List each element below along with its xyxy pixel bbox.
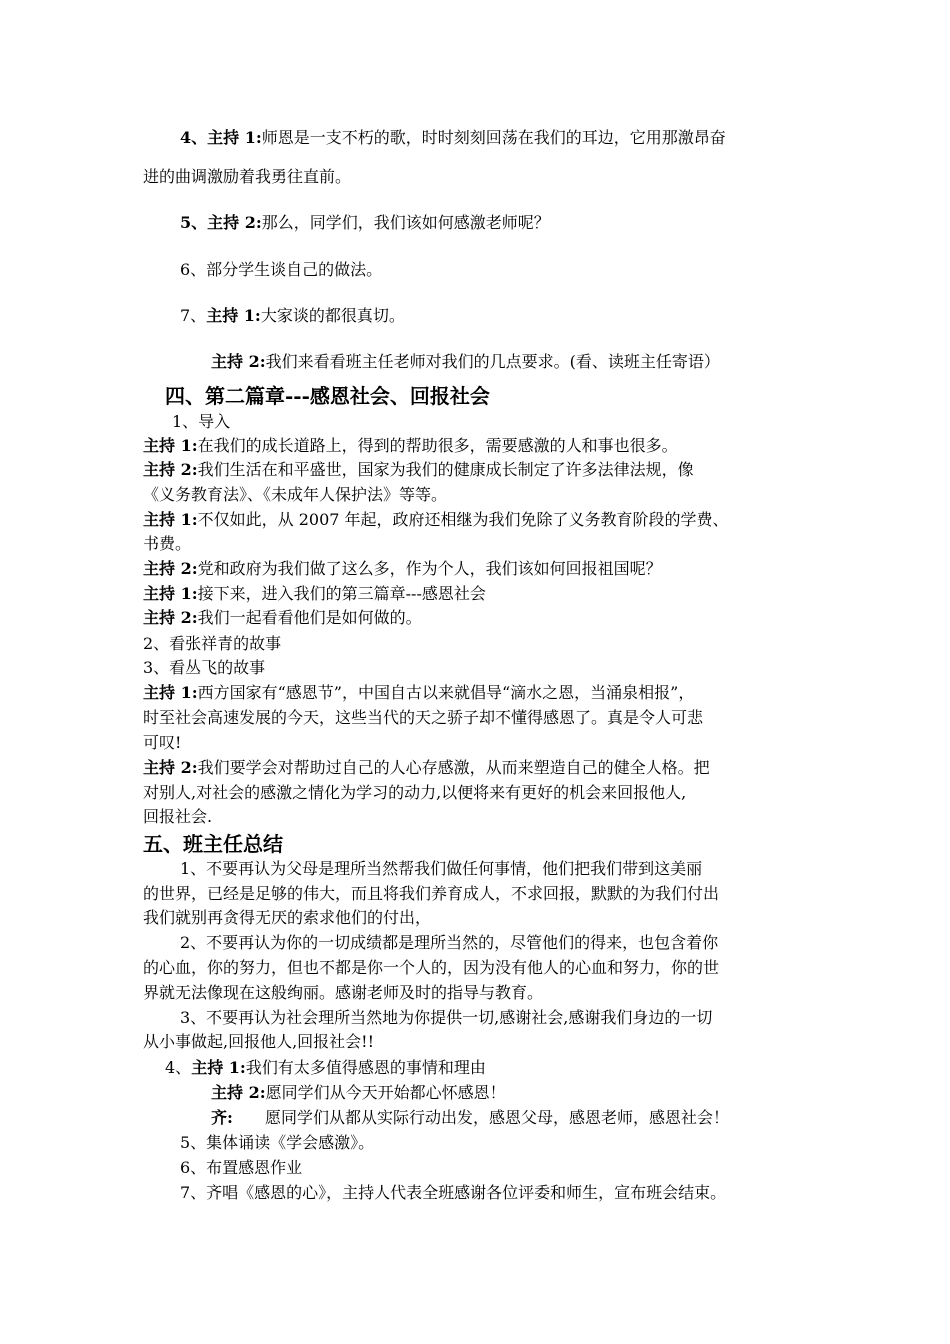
host-label: 主持 2:: [211, 352, 266, 371]
host-label: 主持 2:: [207, 213, 262, 232]
host-label: 主持 2:: [143, 608, 198, 627]
text-line: 3、不要再认为社会理所当然地为你提供一切,感谢社会,感谢我们身边的一切: [180, 1008, 713, 1027]
text-line: 界就无法像现在这般绚丽。感谢老师及时的指导与教育。: [143, 983, 544, 1002]
section-4-intro: 1、导入: [172, 412, 231, 431]
text-line: [143, 508, 729, 532]
text-line: [143, 606, 422, 630]
summary-item-4-together: [211, 1106, 729, 1130]
text-line: 的世界，已经是足够的伟大，而且将我们养育成人，不求回报，默默的为我们付出: [143, 884, 720, 903]
text-line: [143, 781, 686, 805]
line-text: 可叹!: [143, 733, 182, 752]
paragraph-text: 师恩是一支不朽的歌，时时刻刻回荡在我们的耳边，它用那激昂奋: [261, 128, 726, 147]
host-label: 主持 1:: [143, 683, 198, 702]
text-line: [143, 582, 486, 606]
paragraph-7: [180, 304, 405, 328]
text-line: 2、不要再认为你的一切成绩都是理所当然的，尽管他们的得来，也包含着你: [180, 933, 719, 952]
line-text: 3、看丛飞的故事: [143, 658, 266, 677]
text-line: [143, 681, 694, 705]
host-label: 主持 1:: [206, 306, 261, 325]
text-line: [143, 532, 191, 556]
paragraph-text: 我们有太多值得感恩的事情和理由: [245, 1058, 486, 1077]
host-label: 主持 1:: [143, 510, 198, 529]
item-number: 4、: [180, 128, 208, 147]
item-number: 7、: [180, 306, 207, 325]
item-number: 4、: [165, 1058, 192, 1077]
host-label: 主持 2:: [211, 1083, 266, 1102]
paragraph-7-host2: [211, 350, 720, 374]
paragraph-5: [180, 211, 550, 235]
line-text: 《义务教育法》、《未成年人保护法》等等。: [143, 485, 448, 504]
text-line: [143, 557, 662, 581]
host-label: 主持 1:: [143, 584, 198, 603]
host-label: 主持 2:: [143, 758, 198, 777]
line-text: 我们一起看看他们是如何做的。: [197, 608, 422, 627]
summary-item-4-host2: [211, 1081, 506, 1105]
text-line: [143, 458, 694, 482]
paragraph-6: 6、部分学生谈自己的做法。: [180, 260, 383, 279]
paragraph-text: 那么，同学们，我们该如何感激老师呢？: [261, 213, 550, 232]
summary-item-6: 6、布置感恩作业: [180, 1158, 303, 1177]
text-line: [143, 805, 212, 829]
item-number: 5、: [180, 213, 208, 232]
line-text: 党和政府为我们做了这么多，作为个人，我们该如何回报祖国呢？: [197, 559, 662, 578]
host-label: 主持 1:: [191, 1058, 246, 1077]
paragraph-text: 我们来看看班主任老师对我们的几点要求。(看、读班主任寄语）: [265, 352, 720, 371]
line-text: 西方国家有“感恩节”，中国自古以来就倡导“滴水之恩，当涌泉相报”，: [197, 683, 695, 702]
host-label: 主持 1:: [143, 436, 198, 455]
line-text: 时至社会高速发展的今天，这些当代的天之骄子却不懂得感恩了。真是令人可悲: [143, 708, 704, 727]
section-5-heading: 五、班主任总结: [143, 832, 283, 856]
text-line: [143, 656, 265, 680]
line-text: 书费。: [143, 534, 192, 553]
text-line: 1、不要再认为父母是理所当然帮我们做任何事情，他们把我们带到这美丽: [180, 859, 703, 878]
text-line: [143, 756, 710, 780]
host-label: 主持 2:: [143, 460, 198, 479]
summary-item-7: 7、齐唱《感恩的心》，主持人代表全班感谢各位评委和师生，宣布班会结束。: [180, 1183, 727, 1202]
line-text: 回报社会.: [143, 807, 213, 826]
summary-item-5: 5、集体诵读《学会感激》。: [180, 1133, 375, 1152]
line-text: 对别人,对社会的感激之情化为学习的动力,以便将来有更好的机会来回报他人,: [143, 783, 687, 802]
line-text: 在我们的成长道路上，得到的帮助很多，需要感激的人和事也很多。: [197, 436, 678, 455]
host-label: 主持 2:: [143, 559, 198, 578]
paragraph-text: 大家谈的都很真切。: [260, 306, 405, 325]
text-line: [143, 632, 281, 656]
summary-item-4: [165, 1056, 486, 1080]
host-label: 主持 1:: [207, 128, 262, 147]
line-text: 我们要学会对帮助过自己的人心存感激，从而来塑造自己的健全人格。把: [197, 758, 710, 777]
text-line: 的心血，你的努力，但也不都是你一个人的，因为没有他人的心血和努力，你的世: [143, 958, 720, 977]
line-text: 2、看张祥青的故事: [143, 634, 282, 653]
line-text: 不仅如此，从 2007 年起，政府还相继为我们免除了义务教育阶段的学费、: [197, 510, 729, 529]
paragraph-text: 愿同学们从都从实际行动出发，感恩父母，感恩老师，感恩社会！: [265, 1108, 730, 1127]
section-4-heading: 四、第二篇章---感恩社会、回报社会: [165, 384, 490, 408]
text-line: [143, 483, 447, 507]
paragraph-4-continued: 进的曲调激励着我勇往直前。: [143, 167, 352, 186]
text-line: 我们就别再贪得无厌的索求他们的付出，: [143, 908, 432, 927]
text-line: [143, 731, 181, 755]
paragraph-4: [180, 126, 726, 150]
text-line: [143, 434, 678, 458]
text-line: [143, 706, 703, 730]
together-label: 齐:: [211, 1108, 233, 1127]
line-text: 接下来，进入我们的第三篇章---感恩社会: [197, 584, 486, 603]
line-text: 我们生活在和平盛世，国家为我们的健康成长制定了许多法律法规，像: [197, 460, 694, 479]
text-line: 从小事做起,回报他人,回报社会!!: [143, 1032, 375, 1051]
paragraph-text: 愿同学们从今天开始都心怀感恩！: [265, 1083, 506, 1102]
